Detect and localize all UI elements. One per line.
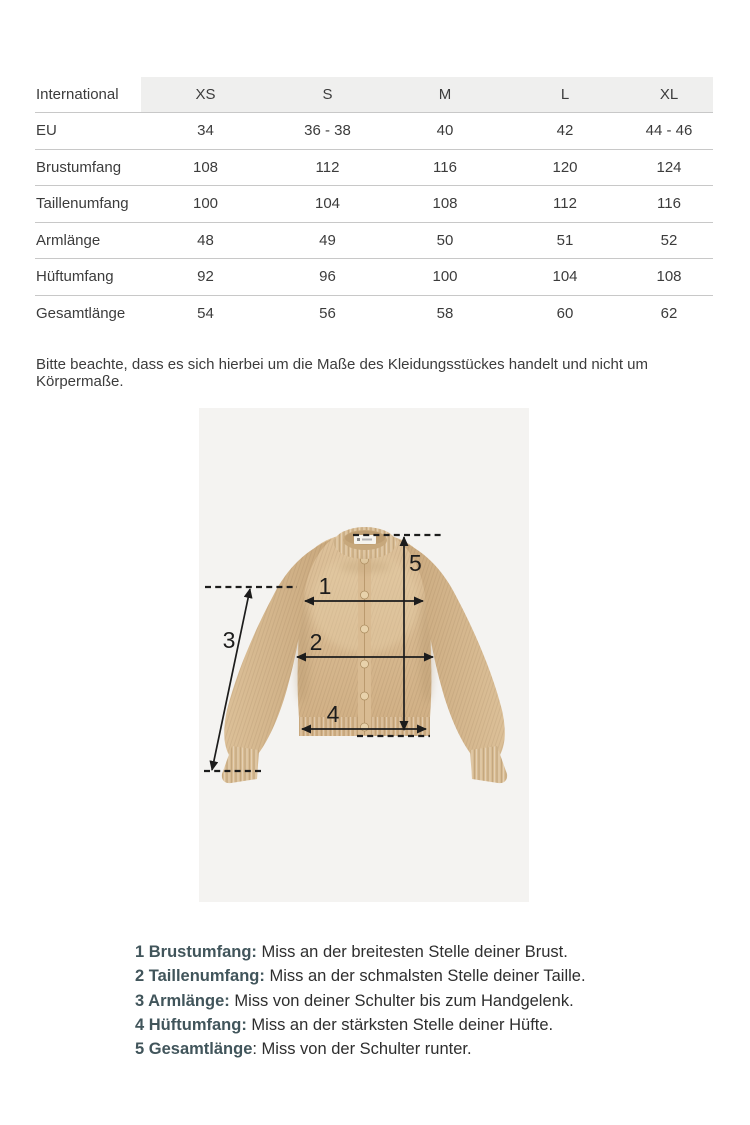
measurement-legend	[135, 940, 586, 1061]
legend-description: : Miss von der Schulter runter.	[252, 1040, 472, 1059]
row-label: Brustumfang	[36, 158, 122, 176]
size-header-cell: XL	[625, 77, 713, 112]
row-label: Armlänge	[36, 231, 101, 249]
size-header-cell: XS	[141, 77, 270, 112]
size-value-cell: 49	[319, 231, 336, 249]
legend-item	[135, 1013, 586, 1037]
size-table	[35, 77, 713, 332]
legend-term: 5 Gesamtlänge	[135, 1040, 253, 1059]
legend-item	[135, 1037, 586, 1061]
size-guide-figure	[199, 408, 529, 902]
size-value-cell: 48	[197, 231, 214, 249]
cardigan-illustration	[199, 408, 529, 902]
size-value-cell: 112	[315, 158, 340, 176]
cardigan-graphic	[222, 527, 507, 783]
size-value-cell: 104	[314, 195, 341, 213]
legend-item	[135, 964, 586, 988]
row-label: Taillenumfang	[36, 195, 129, 213]
legend-description: Miss an der stärksten Stelle deiner Hüfte.	[246, 1015, 554, 1034]
size-value-cell: 40	[436, 122, 454, 140]
size-header-cell: S	[270, 77, 385, 112]
size-value-cell: 34	[197, 122, 214, 140]
size-value-cell: 42	[556, 122, 574, 140]
size-value-cell: 36 - 38	[304, 122, 351, 140]
legend-item	[135, 940, 586, 964]
measurement-label-3: 3	[222, 627, 236, 653]
legend-term: 2 Taillenumfang:	[135, 967, 265, 986]
table-row	[35, 296, 713, 333]
table-row	[35, 150, 713, 187]
size-value-cell: 51	[556, 231, 574, 249]
size-value-cell: 60	[556, 305, 574, 323]
row-label: Gesamtlänge	[36, 305, 126, 323]
size-value-cell: 96	[319, 268, 336, 286]
size-value-cell: 116	[657, 195, 681, 213]
size-value-cell: 62	[660, 305, 678, 323]
size-header-cell: M	[385, 77, 505, 112]
size-value-cell: 108	[656, 268, 682, 286]
size-value-cell: 52	[660, 231, 678, 249]
size-value-cell: 58	[436, 305, 454, 323]
size-header-cell: L	[505, 77, 625, 112]
cuffs	[222, 746, 507, 783]
legend-term: 1 Brustumfang:	[135, 943, 257, 961]
table-header-row	[35, 77, 713, 113]
legend-description: Miss an der schmalsten Stelle deiner Taille.	[264, 967, 586, 986]
size-value-cell: 120	[552, 158, 578, 176]
neck-label-tag	[354, 535, 376, 544]
size-value-cell: 44 - 46	[645, 122, 693, 140]
legend-description: Miss von deiner Schulter bis zum Handgelenk.	[229, 991, 574, 1010]
table-row	[35, 113, 713, 150]
measurement-label-1: 1	[318, 573, 332, 599]
size-value-cell: 116	[433, 158, 457, 176]
collar	[334, 527, 396, 559]
size-value-cell: 100	[192, 195, 219, 213]
size-value-cell: 100	[432, 268, 458, 286]
table-row	[35, 259, 713, 296]
size-value-cell: 124	[656, 158, 682, 176]
table-row	[35, 223, 713, 260]
size-value-cell: 92	[197, 268, 214, 286]
measurement-label-2: 2	[309, 629, 323, 655]
table-corner-label: International	[36, 86, 119, 103]
legend-term: 4 Hüftumfang:	[135, 1015, 247, 1034]
garment-note: Bitte beachte, dass es sich hierbei um die Maße des Kleidungsstückes handelt und nicht um Körpermaße.	[36, 356, 649, 390]
legend-term: 3 Armlänge:	[135, 991, 230, 1010]
size-value-cell: 56	[319, 305, 336, 323]
size-value-cell: 104	[552, 268, 578, 286]
row-label: EU	[36, 122, 57, 140]
size-value-cell: 108	[432, 195, 458, 213]
measurement-label-5: 5	[409, 550, 422, 576]
size-value-cell: 54	[197, 305, 214, 323]
size-value-cell: 50	[436, 231, 454, 249]
size-value-cell: 112	[553, 195, 577, 213]
size-value-cell: 108	[192, 158, 219, 176]
measurement-label-4: 4	[326, 701, 340, 727]
legend-item	[135, 989, 586, 1013]
table-row	[35, 186, 713, 223]
row-label: Hüftumfang	[36, 268, 114, 286]
legend-description: Miss an der breitesten Stelle deiner Brust.	[256, 943, 568, 961]
